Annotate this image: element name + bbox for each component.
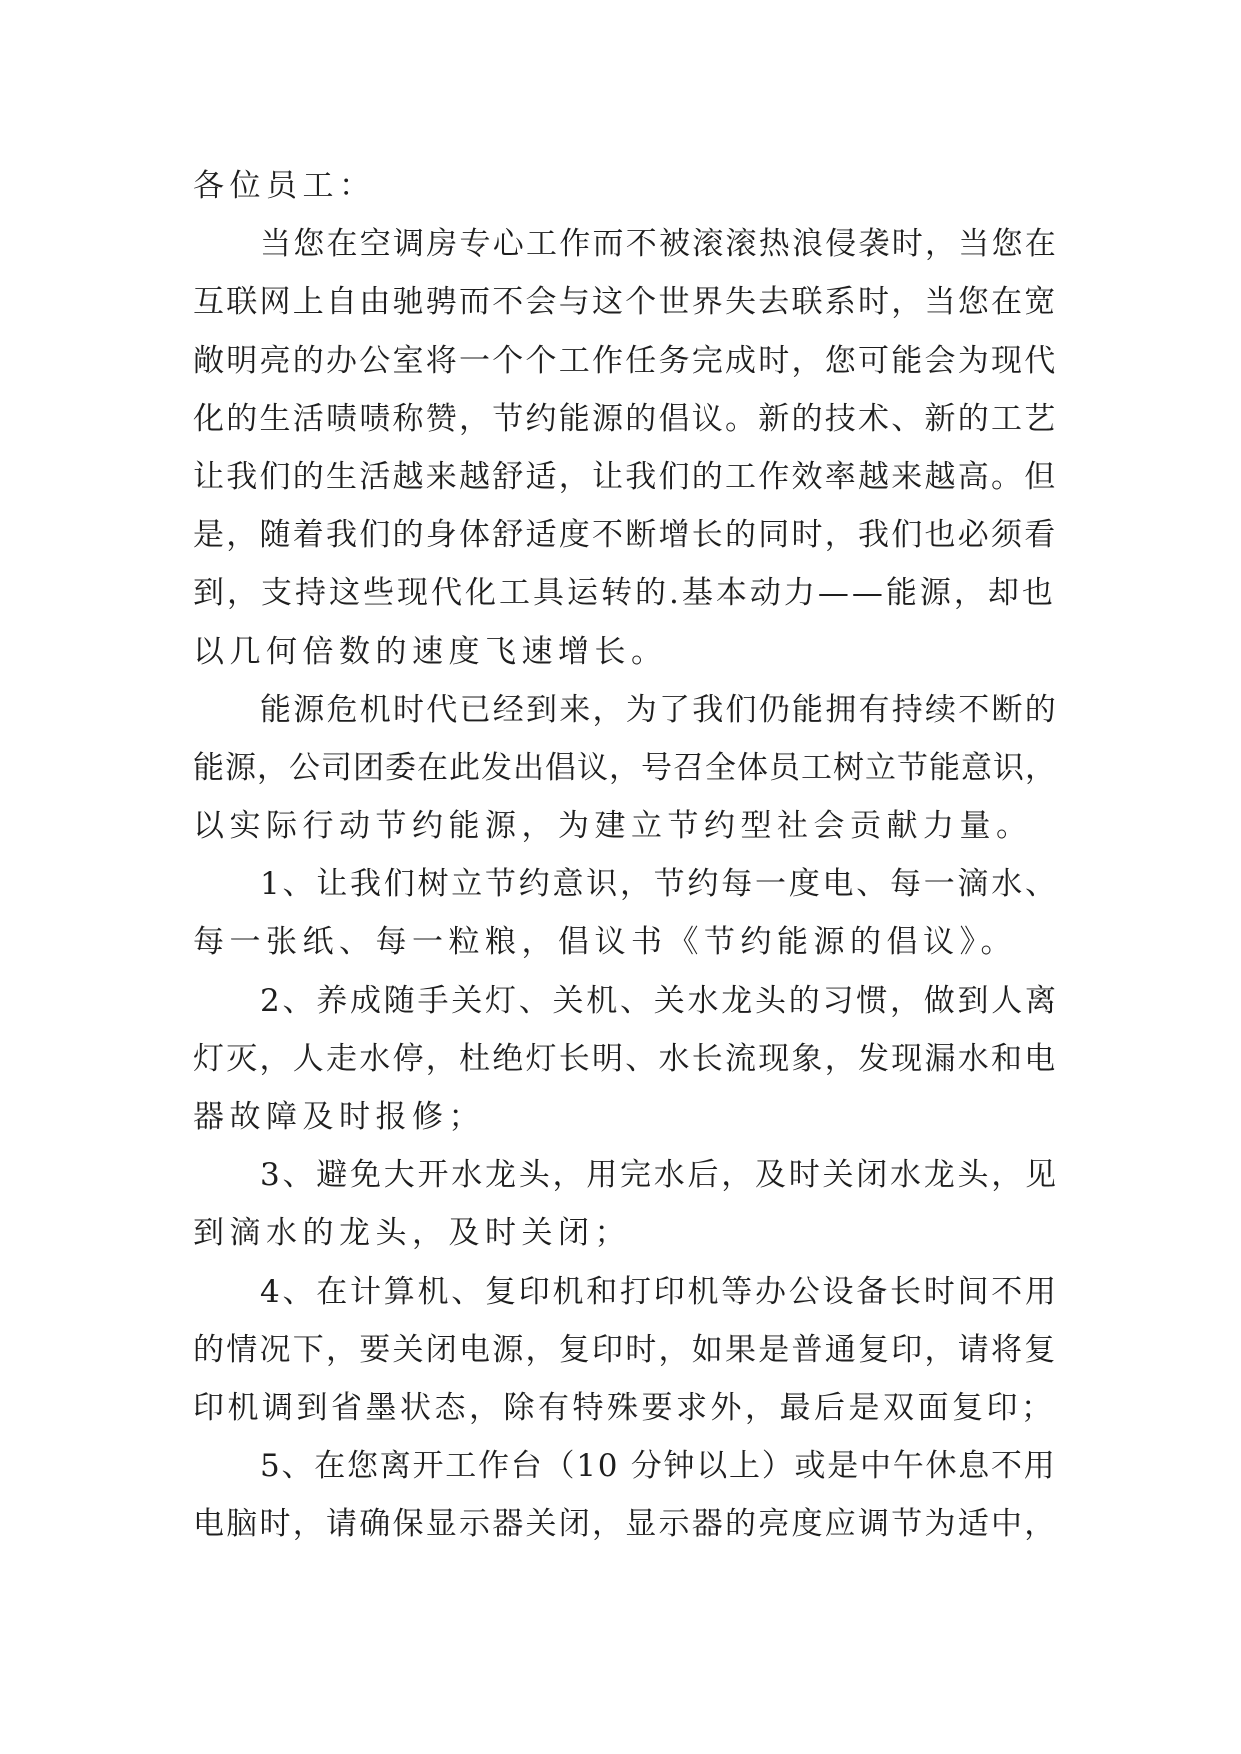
text-line: 2、养成随手关灯、关机、关水龙头的习惯，做到人离 <box>260 982 1059 1019</box>
list-item-4 <box>193 1263 1059 1438</box>
text-line: 当您在空调房专心工作而不被滚滚热浪侵袭时，当您在 <box>260 226 1058 263</box>
list-item-1 <box>193 855 1059 971</box>
text-line: 敞明亮的办公室将一个个工作任务完成时，您可能会为现代 <box>193 342 1058 379</box>
paragraph-2 <box>193 681 1059 856</box>
text-line: 5、在您离开工作台（10 分钟以上）或是中午休息不用 <box>260 1448 1057 1485</box>
text-line: 灯灭，人走水停，杜绝灯长明、水长流现象，发现漏水和电 <box>193 1040 1058 1077</box>
text-line: 电脑时，请确保显示器关闭，显示器的亮度应调节为适中， <box>193 1506 1058 1543</box>
text-line: 1、让我们树立节约意识，节约每一度电、每一滴水、 <box>260 866 1059 903</box>
greeting: 各位员工： <box>193 168 376 204</box>
text-line: 器故障及时报修； <box>193 1099 485 1135</box>
text-line: 是，随着我们的身体舒适度不断增长的同时，我们也必须看 <box>193 517 1058 554</box>
text-line: 以实际行动节约能源，为建立节约型社会贡献力量。 <box>193 808 1033 845</box>
text-line: 以几何倍数的速度飞速增长。 <box>193 633 668 670</box>
text-line: 化的生活啧啧称赞，节约能源的倡议。新的技术、新的工艺 <box>193 400 1058 437</box>
list-item-3 <box>193 1146 1059 1262</box>
text-line: 到，支持这些现代化工具运转的.基本动力——能源，却也 <box>193 575 1056 612</box>
text-line: 能源，公司团委在此发出倡议，号召全体员工树立节能意识， <box>193 749 1057 786</box>
list-item-2 <box>193 972 1059 1147</box>
list-item-5 <box>193 1437 1059 1553</box>
text-line: 印机调到省墨状态，除有特殊要求外，最后是双面复印； <box>193 1389 1056 1426</box>
text-line: 的情况下，要关闭电源，复印时，如果是普通复印，请将复 <box>193 1331 1058 1368</box>
document-body <box>193 157 1059 1554</box>
text-line: 4、在计算机、复印机和打印机等办公设备长时间不用 <box>260 1273 1059 1310</box>
text-line: 每一张纸、每一粒粮，倡议书《节约能源的倡议》。 <box>193 924 1017 961</box>
text-line: 让我们的生活越来越舒适，让我们的工作效率越来越高。但 <box>193 458 1058 495</box>
text-line: 3、避免大开水龙头，用完水后，及时关闭水龙头，见 <box>260 1157 1059 1194</box>
text-line: 到滴水的龙头，及时关闭； <box>193 1215 631 1252</box>
text-line: 能源危机时代已经到来，为了我们仍能拥有持续不断的 <box>260 691 1058 728</box>
text-line: 互联网上自由驰骋而不会与这个世界失去联系时，当您在宽 <box>193 284 1058 321</box>
paragraph-1 <box>193 215 1059 681</box>
